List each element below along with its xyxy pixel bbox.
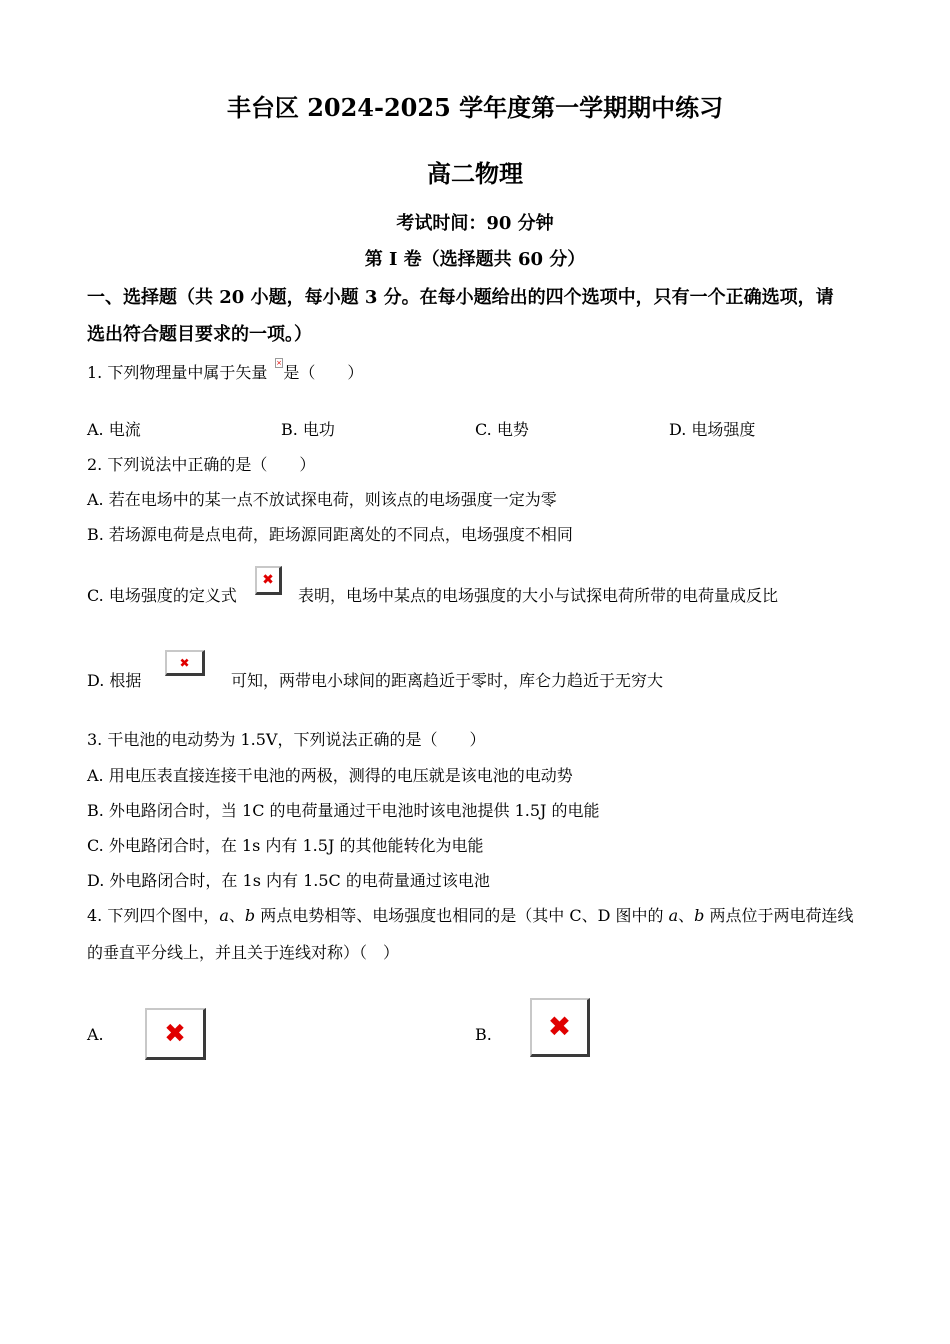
q4-option-b-label: B. [475,1025,492,1044]
q2-option-c-before: C. 电场强度的定义式 [87,586,237,605]
q3-option-c: C. 外电路闭合时，在 1s 内有 1.5J 的其他能转化为电能 [87,836,484,855]
q3-option-d: D. 外电路闭合时，在 1s 内有 1.5C 的电荷量通过该电池 [87,871,490,890]
q4-var-b-2: b [694,906,705,925]
q1-stem-after: 是（ ） [283,363,364,382]
q4-sep: 、 [228,906,245,925]
q2-option-c-after: 表明，电场中某点的电场强度的大小与试探电荷所带的电荷量成反比 [298,586,779,605]
q4-var-a: a [219,906,229,925]
q4-stem-line1 [87,903,854,926]
q1-option-a: A. 电流 [87,420,141,439]
broken-image-icon: ✖ [530,998,590,1057]
q1-option-c: C. 电势 [475,420,529,439]
broken-image-icon: ✖ [145,1008,206,1060]
q4-var-b: b [244,906,256,925]
section-instructions-line2: 选出符合题目要求的一项。） [87,324,312,345]
q1-stem-before: 1. 下列物理量中属于矢量 [87,363,268,382]
page-title: 丰台区 2024-2025 学年度第一学期期中练习 [226,93,724,122]
q2-option-d-before: D. 根据 [87,671,142,690]
q4-stem-line2: 的垂直平分线上，并且关于连线对称）（ ） [87,943,400,962]
broken-image-icon: ✖ [255,566,282,595]
section-instructions-line1: 一、选择题（共 20 小题，每小题 3 分。在每小题给出的四个选项中，只有一个正确选项，请 [87,287,834,308]
q4-stem-p3: 两点位于两电荷连线 [704,906,854,925]
q1-option-b: B. 电功 [281,420,335,439]
broken-image-icon: ✖ [165,650,205,676]
q1-option-d: D. 电场强度 [669,420,756,439]
q4-sep-2: 、 [678,906,695,925]
subject-title: 高二物理 [427,159,523,188]
broken-image-icon: × [276,359,282,367]
q4-stem-p2: 两点电势相等、电场强度也相同的是（其中 C、D 图中的 [255,906,669,925]
q4-var-a-2: a [668,906,679,925]
q2-option-a: A. 若在电场中的某一点不放试探电荷，则该点的电场强度一定为零 [87,490,557,509]
volume-heading: 第 I 卷（选择题共 60 分） [364,249,586,270]
q4-stem-p1: 4. 下列四个图中， [87,906,220,925]
q3-stem: 3. 干电池的电动势为 1.5V，下列说法正确的是（ ） [87,730,486,749]
exam-time: 考试时间：90 分钟 [396,213,554,234]
q2-option-d-after: 可知，两带电小球间的距离趋近于零时，库仑力趋近于无穷大 [231,671,664,690]
q1-stem [87,360,363,383]
q3-option-b: B. 外电路闭合时，当 1C 的电荷量通过干电池时该电池提供 1.5J 的电能 [87,801,600,820]
q4-option-a-label: A. [87,1025,104,1044]
q3-option-a: A. 用电压表直接连接干电池的两极，测得的电压就是该电池的电动势 [87,766,573,785]
q2-stem: 2. 下列说法中正确的是（ ） [87,455,316,474]
q2-option-b: B. 若场源电荷是点电荷，距场源同距离处的不同点，电场强度不相同 [87,525,573,544]
